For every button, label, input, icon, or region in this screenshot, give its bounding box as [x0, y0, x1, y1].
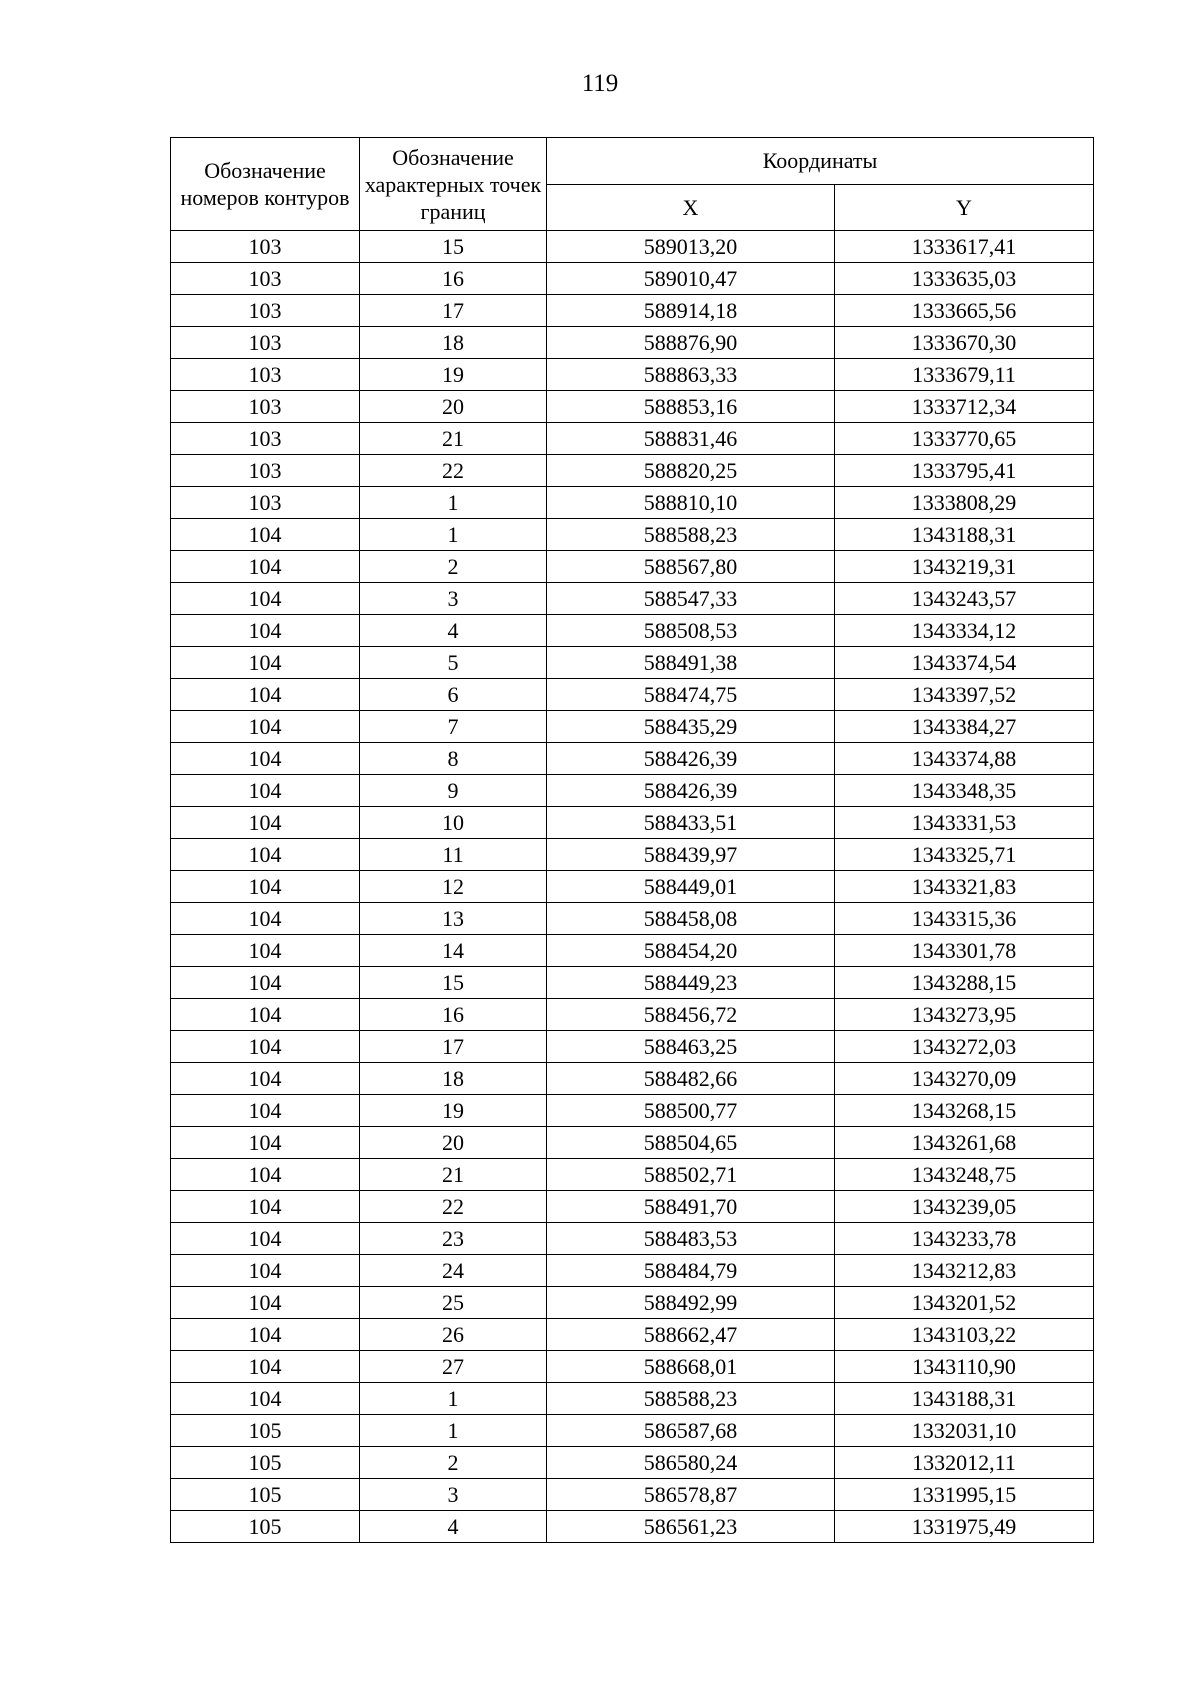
cell-point: 25: [360, 1287, 547, 1319]
cell-point: 15: [360, 967, 547, 999]
table-row: [171, 1191, 1094, 1223]
table-row: [171, 1383, 1094, 1415]
cell-y: 1333808,29: [835, 487, 1094, 519]
cell-contour: 104: [171, 551, 360, 583]
table-header: [171, 138, 1094, 231]
cell-x: 588662,47: [547, 1319, 835, 1351]
cell-contour: 104: [171, 1319, 360, 1351]
cell-point: 18: [360, 1063, 547, 1095]
cell-x: 586580,24: [547, 1447, 835, 1479]
table-row: [171, 839, 1094, 871]
cell-point: 17: [360, 1031, 547, 1063]
cell-contour: 104: [171, 807, 360, 839]
table-row: [171, 551, 1094, 583]
cell-x: 588504,65: [547, 1127, 835, 1159]
cell-contour: 104: [171, 1255, 360, 1287]
table-row: [171, 391, 1094, 423]
cell-point: 13: [360, 903, 547, 935]
cell-contour: 104: [171, 1351, 360, 1383]
table-row: [171, 583, 1094, 615]
cell-y: 1343270,09: [835, 1063, 1094, 1095]
cell-y: 1343325,71: [835, 839, 1094, 871]
cell-point: 1: [360, 1415, 547, 1447]
cell-x: 588588,23: [547, 1383, 835, 1415]
cell-point: 16: [360, 263, 547, 295]
table-row: [171, 1159, 1094, 1191]
cell-point: 26: [360, 1319, 547, 1351]
cell-point: 22: [360, 1191, 547, 1223]
header-x: X: [547, 184, 835, 231]
cell-contour: 105: [171, 1415, 360, 1447]
table-row: [171, 231, 1094, 263]
cell-contour: 104: [171, 1063, 360, 1095]
cell-x: 586587,68: [547, 1415, 835, 1447]
cell-y: 1333617,41: [835, 231, 1094, 263]
cell-point: 6: [360, 679, 547, 711]
cell-contour: 104: [171, 679, 360, 711]
table-row: [171, 1479, 1094, 1511]
cell-x: 588492,99: [547, 1287, 835, 1319]
table-row: [171, 359, 1094, 391]
table-row: [171, 1031, 1094, 1063]
cell-point: 4: [360, 1511, 547, 1543]
cell-contour: 104: [171, 1383, 360, 1415]
cell-point: 24: [360, 1255, 547, 1287]
cell-y: 1333795,41: [835, 455, 1094, 487]
cell-y: 1343288,15: [835, 967, 1094, 999]
cell-x: 588439,97: [547, 839, 835, 871]
table-row: [171, 1415, 1094, 1447]
cell-point: 15: [360, 231, 547, 263]
cell-y: 1343201,52: [835, 1287, 1094, 1319]
table-row: [171, 743, 1094, 775]
cell-x: 588831,46: [547, 423, 835, 455]
cell-contour: 104: [171, 1127, 360, 1159]
cell-contour: 104: [171, 711, 360, 743]
cell-y: 1343331,53: [835, 807, 1094, 839]
cell-x: 588483,53: [547, 1223, 835, 1255]
cell-y: 1343212,83: [835, 1255, 1094, 1287]
cell-point: 20: [360, 1127, 547, 1159]
cell-x: 588426,39: [547, 775, 835, 807]
cell-x: 588482,66: [547, 1063, 835, 1095]
cell-point: 3: [360, 583, 547, 615]
cell-y: 1343374,88: [835, 743, 1094, 775]
cell-x: 588914,18: [547, 295, 835, 327]
table-row: [171, 1223, 1094, 1255]
cell-x: 588863,33: [547, 359, 835, 391]
cell-x: 588567,80: [547, 551, 835, 583]
table-row: [171, 903, 1094, 935]
cell-y: 1343103,22: [835, 1319, 1094, 1351]
cell-x: 589010,47: [547, 263, 835, 295]
cell-x: 588454,20: [547, 935, 835, 967]
cell-contour: 104: [171, 903, 360, 935]
cell-x: 588500,77: [547, 1095, 835, 1127]
cell-x: 588547,33: [547, 583, 835, 615]
cell-contour: 103: [171, 231, 360, 263]
cell-y: 1343397,52: [835, 679, 1094, 711]
table-row: [171, 999, 1094, 1031]
cell-x: 588820,25: [547, 455, 835, 487]
table-row: [171, 1319, 1094, 1351]
cell-contour: 104: [171, 647, 360, 679]
cell-x: 588484,79: [547, 1255, 835, 1287]
cell-point: 1: [360, 487, 547, 519]
cell-y: 1331975,49: [835, 1511, 1094, 1543]
cell-contour: 103: [171, 295, 360, 327]
cell-x: 588449,01: [547, 871, 835, 903]
cell-y: 1343334,12: [835, 615, 1094, 647]
cell-point: 19: [360, 359, 547, 391]
table-row: [171, 807, 1094, 839]
cell-point: 12: [360, 871, 547, 903]
cell-y: 1343272,03: [835, 1031, 1094, 1063]
cell-y: 1343239,05: [835, 1191, 1094, 1223]
cell-x: 588435,29: [547, 711, 835, 743]
cell-point: 20: [360, 391, 547, 423]
table-row: [171, 423, 1094, 455]
cell-point: 27: [360, 1351, 547, 1383]
table-row: [171, 871, 1094, 903]
cell-x: 588456,72: [547, 999, 835, 1031]
header-coordinates: Координаты: [547, 138, 1094, 185]
table-row: [171, 1095, 1094, 1127]
cell-x: 588491,38: [547, 647, 835, 679]
cell-y: 1343243,57: [835, 583, 1094, 615]
header-y: Y: [835, 184, 1094, 231]
table-row: [171, 519, 1094, 551]
table-row: [171, 1255, 1094, 1287]
cell-point: 1: [360, 1383, 547, 1415]
table-row: [171, 327, 1094, 359]
cell-contour: 104: [171, 967, 360, 999]
cell-x: 588463,25: [547, 1031, 835, 1063]
cell-y: 1332012,11: [835, 1447, 1094, 1479]
cell-y: 1343321,83: [835, 871, 1094, 903]
cell-contour: 104: [171, 743, 360, 775]
coordinates-table: [170, 137, 1094, 1543]
cell-contour: 103: [171, 487, 360, 519]
table-row: [171, 1511, 1094, 1543]
cell-contour: 103: [171, 263, 360, 295]
page-number: 119: [581, 70, 619, 97]
cell-point: 11: [360, 839, 547, 871]
table-body: [171, 231, 1094, 1543]
cell-contour: 105: [171, 1447, 360, 1479]
cell-x: 588810,10: [547, 487, 835, 519]
cell-y: 1331995,15: [835, 1479, 1094, 1511]
cell-point: 8: [360, 743, 547, 775]
cell-y: 1333665,56: [835, 295, 1094, 327]
cell-contour: 103: [171, 391, 360, 423]
cell-point: 7: [360, 711, 547, 743]
table-row: [171, 935, 1094, 967]
table-row: [171, 1351, 1094, 1383]
cell-y: 1333635,03: [835, 263, 1094, 295]
cell-point: 3: [360, 1479, 547, 1511]
cell-x: 588426,39: [547, 743, 835, 775]
cell-point: 5: [360, 647, 547, 679]
cell-x: 589013,20: [547, 231, 835, 263]
cell-y: 1343268,15: [835, 1095, 1094, 1127]
header-contour-numbers: Обозначение номеров контуров: [171, 138, 360, 231]
cell-y: 1332031,10: [835, 1415, 1094, 1447]
cell-y: 1333670,30: [835, 327, 1094, 359]
cell-point: 22: [360, 455, 547, 487]
cell-point: 14: [360, 935, 547, 967]
cell-point: 10: [360, 807, 547, 839]
cell-contour: 104: [171, 1031, 360, 1063]
cell-x: 588449,23: [547, 967, 835, 999]
cell-y: 1343348,35: [835, 775, 1094, 807]
cell-x: 588588,23: [547, 519, 835, 551]
cell-contour: 104: [171, 583, 360, 615]
table-row: [171, 679, 1094, 711]
cell-point: 21: [360, 423, 547, 455]
cell-point: 23: [360, 1223, 547, 1255]
table-row: [171, 487, 1094, 519]
cell-contour: 103: [171, 359, 360, 391]
cell-contour: 104: [171, 1095, 360, 1127]
cell-contour: 104: [171, 1223, 360, 1255]
cell-x: 588474,75: [547, 679, 835, 711]
header-boundary-points: Обозначение характерных точек границ: [360, 138, 547, 231]
cell-x: 588668,01: [547, 1351, 835, 1383]
table-row: [171, 647, 1094, 679]
cell-contour: 104: [171, 871, 360, 903]
cell-contour: 104: [171, 935, 360, 967]
cell-point: 21: [360, 1159, 547, 1191]
cell-point: 17: [360, 295, 547, 327]
cell-y: 1343188,31: [835, 519, 1094, 551]
cell-contour: 104: [171, 1191, 360, 1223]
cell-contour: 104: [171, 999, 360, 1031]
cell-x: 588508,53: [547, 615, 835, 647]
table-row: [171, 967, 1094, 999]
cell-contour: 104: [171, 1287, 360, 1319]
cell-point: 1: [360, 519, 547, 551]
cell-y: 1343233,78: [835, 1223, 1094, 1255]
cell-y: 1343261,68: [835, 1127, 1094, 1159]
cell-contour: 104: [171, 775, 360, 807]
cell-x: 586561,23: [547, 1511, 835, 1543]
cell-y: 1343188,31: [835, 1383, 1094, 1415]
table-row: [171, 615, 1094, 647]
table-row: [171, 263, 1094, 295]
cell-x: 588491,70: [547, 1191, 835, 1223]
table-row: [171, 775, 1094, 807]
cell-y: 1343374,54: [835, 647, 1094, 679]
cell-contour: 105: [171, 1511, 360, 1543]
cell-y: 1343315,36: [835, 903, 1094, 935]
cell-contour: 103: [171, 455, 360, 487]
cell-x: 588458,08: [547, 903, 835, 935]
table-row: [171, 295, 1094, 327]
cell-y: 1343301,78: [835, 935, 1094, 967]
cell-point: 18: [360, 327, 547, 359]
cell-contour: 104: [171, 615, 360, 647]
cell-y: 1343248,75: [835, 1159, 1094, 1191]
cell-point: 4: [360, 615, 547, 647]
cell-contour: 104: [171, 839, 360, 871]
table-row: [171, 1287, 1094, 1319]
cell-x: 588502,71: [547, 1159, 835, 1191]
cell-y: 1343384,27: [835, 711, 1094, 743]
cell-contour: 103: [171, 423, 360, 455]
cell-x: 586578,87: [547, 1479, 835, 1511]
table-row: [171, 1063, 1094, 1095]
cell-y: 1343273,95: [835, 999, 1094, 1031]
cell-contour: 105: [171, 1479, 360, 1511]
cell-x: 588876,90: [547, 327, 835, 359]
table-row: [171, 711, 1094, 743]
cell-contour: 104: [171, 1159, 360, 1191]
cell-y: 1333712,34: [835, 391, 1094, 423]
table-row: [171, 1127, 1094, 1159]
cell-point: 16: [360, 999, 547, 1031]
cell-point: 9: [360, 775, 547, 807]
cell-point: 2: [360, 1447, 547, 1479]
cell-y: 1333770,65: [835, 423, 1094, 455]
cell-y: 1343219,31: [835, 551, 1094, 583]
cell-y: 1343110,90: [835, 1351, 1094, 1383]
cell-x: 588853,16: [547, 391, 835, 423]
cell-contour: 104: [171, 519, 360, 551]
table-row: [171, 455, 1094, 487]
cell-contour: 103: [171, 327, 360, 359]
cell-point: 2: [360, 551, 547, 583]
cell-x: 588433,51: [547, 807, 835, 839]
cell-y: 1333679,11: [835, 359, 1094, 391]
cell-point: 19: [360, 1095, 547, 1127]
table-row: [171, 1447, 1094, 1479]
